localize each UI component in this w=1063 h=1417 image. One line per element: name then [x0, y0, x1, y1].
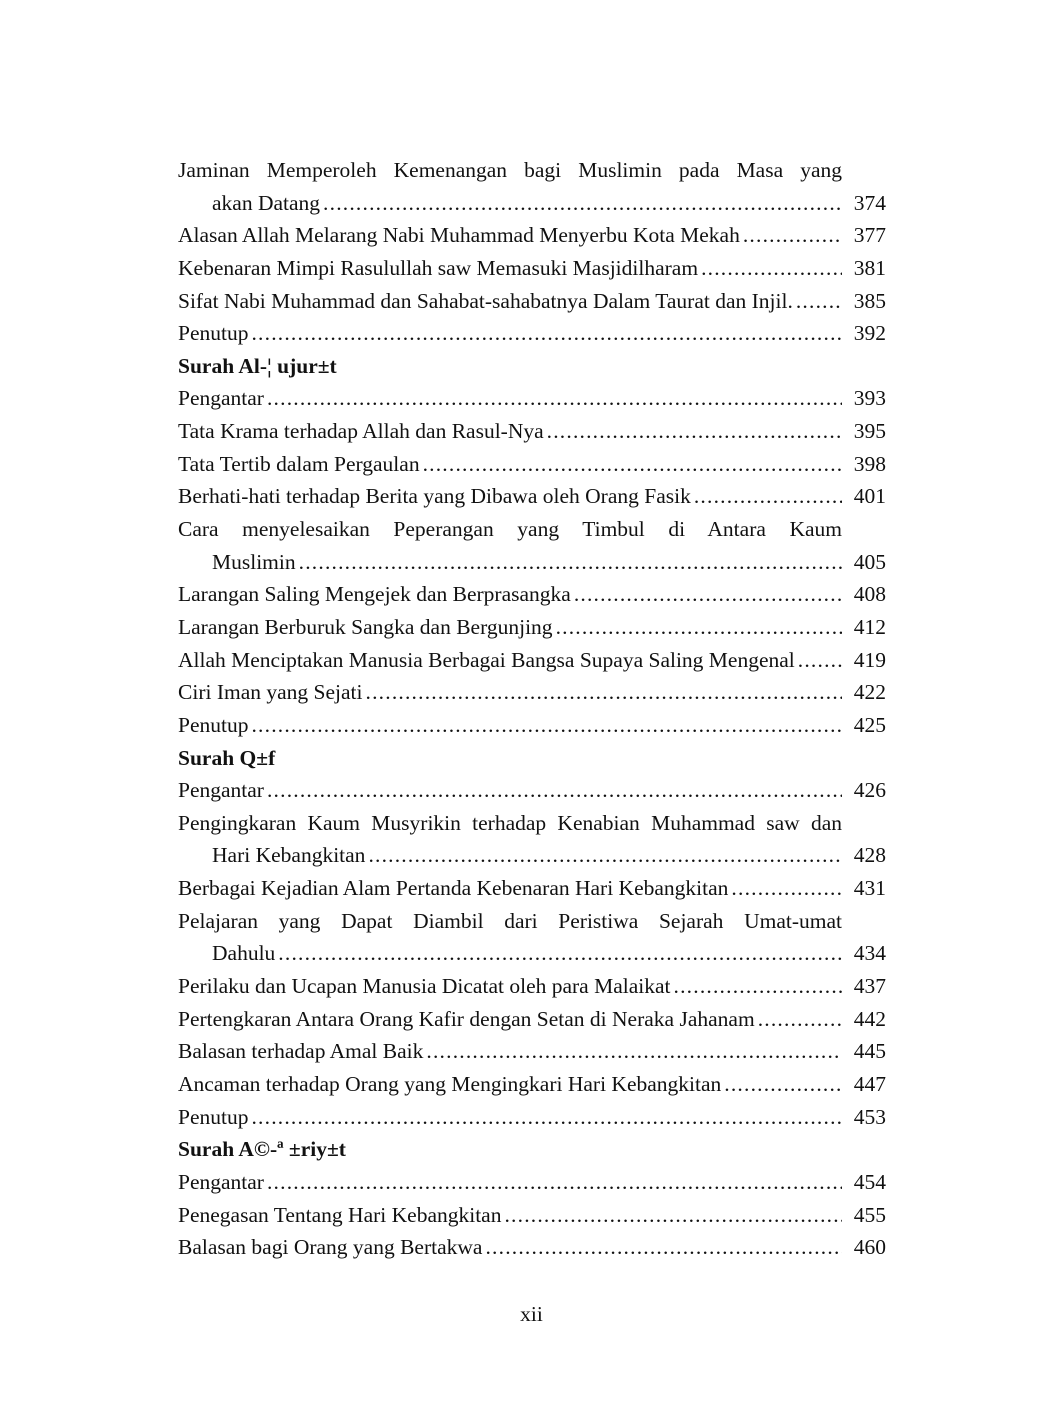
- leader-dots: [251, 317, 842, 350]
- toc-entry-title: Muslimin: [212, 549, 296, 574]
- toc-entry-title-line: Pelajaran yang Dapat Diambil dari Peristiwa Sejarah Umat-umat: [178, 908, 842, 933]
- leader-dots: [423, 448, 842, 481]
- leader-dots: [366, 676, 842, 709]
- leader-dots: [798, 644, 842, 677]
- toc-entry: [178, 317, 886, 350]
- leader-dots: [299, 546, 842, 579]
- toc-entry: [178, 709, 886, 742]
- leader-dots: [251, 709, 842, 742]
- toc-entry-page: 425: [853, 712, 886, 737]
- toc-entry: [178, 937, 886, 970]
- toc-entry-title: Pertengkaran Antara Orang Kafir dengan Setan di Neraka Jahanam: [178, 1006, 755, 1031]
- leader-dots: [278, 937, 842, 970]
- toc-entry-page: 447: [853, 1071, 886, 1096]
- leader-dots: [547, 415, 842, 448]
- section-heading: Surah A©-ª ±riy±t: [178, 1137, 346, 1162]
- toc-entry-title: Larangan Saling Mengejek dan Berprasangka: [178, 582, 571, 607]
- toc-entry-title: Tata Krama terhadap Allah dan Rasul-Nya: [178, 419, 544, 444]
- toc-entry-page: 434: [853, 941, 886, 966]
- toc-entry-title: Alasan Allah Melarang Nabi Muhammad Menyerbu Kota Mekah: [178, 223, 740, 248]
- leader-dots: [368, 839, 842, 872]
- toc-entry: [178, 1166, 886, 1199]
- leader-dots: [758, 1003, 842, 1036]
- toc-entry-page: 453: [853, 1104, 886, 1129]
- toc-entry: [178, 872, 886, 905]
- toc-entry-page: 445: [853, 1039, 886, 1064]
- toc-entry-page: 377: [853, 223, 886, 248]
- leader-dots: [796, 285, 842, 318]
- toc-entry: [178, 448, 886, 481]
- toc-entry: [178, 187, 886, 220]
- leader-dots: [556, 611, 842, 644]
- leader-dots: [674, 970, 842, 1003]
- toc-entry: [178, 1035, 886, 1068]
- toc-entry-title: Penutup: [178, 321, 249, 346]
- toc-entry-page: 437: [853, 974, 886, 999]
- toc-entry: [178, 644, 886, 677]
- leader-dots: [267, 1166, 842, 1199]
- leader-dots: [267, 774, 842, 807]
- toc-entry: [178, 1003, 886, 1036]
- toc-entry: [178, 285, 886, 318]
- toc-entry-page: 374: [853, 190, 886, 215]
- leader-dots: [323, 187, 842, 220]
- toc-entry-title: Allah Menciptakan Manusia Berbagai Bangsa Supaya Saling Mengenal: [178, 647, 795, 672]
- leader-dots: [426, 1035, 842, 1068]
- leader-dots: [724, 1068, 842, 1101]
- toc-entry-title: Perilaku dan Ucapan Manusia Dicatat oleh para Malaikat: [178, 974, 671, 999]
- toc-entry-page: 442: [853, 1006, 886, 1031]
- toc-entry: [178, 1068, 886, 1101]
- toc-entry-title: Ancaman terhadap Orang yang Mengingkari Hari Kebangkitan: [178, 1071, 722, 1096]
- toc-entry-title: Pengantar: [178, 1169, 264, 1194]
- toc-entry-title: Pengantar: [178, 386, 264, 411]
- toc-entry: [178, 970, 886, 1003]
- toc-entry-page: 422: [853, 680, 886, 705]
- toc-entry-title: Berbagai Kejadian Alam Pertanda Kebenaran Hari Kebangkitan: [178, 876, 729, 901]
- toc-entry-title-line: Cara menyelesaikan Peperangan yang Timbul di Antara Kaum: [178, 517, 842, 542]
- toc-entry-title: Berhati-hati terhadap Berita yang Dibawa oleh Orang Fasik: [178, 484, 691, 509]
- table-of-contents: [178, 154, 886, 1264]
- toc-entry: [178, 1231, 886, 1264]
- toc-entry-title: Dahulu: [212, 941, 276, 966]
- toc-entry-title: Hari Kebangkitan: [212, 843, 366, 868]
- leader-dots: [731, 872, 842, 905]
- page-number: xii: [520, 1302, 543, 1326]
- toc-entry-title: Sifat Nabi Muhammad dan Sahabat-sahabatnya Dalam Taurat dan Injil.: [178, 288, 793, 313]
- toc-entry-title: Tata Tertib dalam Pergaulan: [178, 451, 420, 476]
- toc-entry: [178, 578, 886, 611]
- toc-entry: [178, 839, 886, 872]
- toc-entry-page: 454: [853, 1169, 886, 1194]
- leader-dots: [485, 1231, 842, 1264]
- section-heading: Surah Q±f: [178, 745, 276, 770]
- toc-entry-page: 405: [853, 549, 886, 574]
- toc-entry-title-line: Pengingkaran Kaum Musyrikin terhadap Kenabian Muhammad saw dan: [178, 810, 842, 835]
- toc-entry-title-line: Jaminan Memperoleh Kemenangan bagi Muslimin pada Masa yang: [178, 158, 842, 182]
- toc-entry-page: 460: [853, 1235, 886, 1260]
- toc-entry-title: Kebenaran Mimpi Rasulullah saw Memasuki Masjidilharam: [178, 255, 699, 280]
- toc-entry-title: akan Datang: [212, 190, 321, 215]
- toc-entry-page: 408: [853, 582, 886, 607]
- section-heading: Surah Al-¦ ujur±t: [178, 353, 337, 378]
- toc-entry-title: Balasan bagi Orang yang Bertakwa: [178, 1235, 483, 1260]
- toc-entry-page: 428: [853, 843, 886, 868]
- toc-entry-page: 392: [853, 321, 886, 346]
- leader-dots: [267, 382, 842, 415]
- toc-entry: [178, 676, 886, 709]
- toc-entry: [178, 546, 886, 579]
- toc-entry-title: Pengantar: [178, 778, 264, 803]
- toc-entry-title: Penegasan Tentang Hari Kebangkitan: [178, 1202, 502, 1227]
- leader-dots: [743, 219, 842, 252]
- toc-entry-page: 395: [853, 419, 886, 444]
- toc-entry: [178, 1101, 886, 1134]
- toc-entry-page: 381: [853, 255, 886, 280]
- toc-entry-title: Penutup: [178, 712, 249, 737]
- toc-entry: [178, 382, 886, 415]
- toc-entry-title: Penutup: [178, 1104, 249, 1129]
- toc-entry: [178, 774, 886, 807]
- toc-entry: [178, 1199, 886, 1232]
- toc-entry-page: 393: [853, 386, 886, 411]
- leader-dots: [574, 578, 842, 611]
- toc-entry-page: 426: [853, 778, 886, 803]
- toc-entry: [178, 415, 886, 448]
- toc-entry-page: 455: [853, 1202, 886, 1227]
- toc-entry: [178, 252, 886, 285]
- toc-entry-page: 412: [853, 614, 886, 639]
- toc-entry: [178, 611, 886, 644]
- leader-dots: [694, 480, 842, 513]
- leader-dots: [251, 1101, 842, 1134]
- leader-dots: [504, 1199, 842, 1232]
- toc-entry-title: Larangan Berburuk Sangka dan Bergunjing: [178, 614, 553, 639]
- toc-entry-page: 401: [853, 484, 886, 509]
- toc-entry-page: 398: [853, 451, 886, 476]
- toc-entry-title: Ciri Iman yang Sejati: [178, 680, 363, 705]
- toc-entry-page: 431: [853, 876, 886, 901]
- toc-entry: [178, 219, 886, 252]
- toc-entry-page: 385: [853, 288, 886, 313]
- toc-entry: [178, 480, 886, 513]
- toc-entry-title: Balasan terhadap Amal Baik: [178, 1039, 424, 1064]
- toc-entry-page: 419: [853, 647, 886, 672]
- leader-dots: [701, 252, 842, 285]
